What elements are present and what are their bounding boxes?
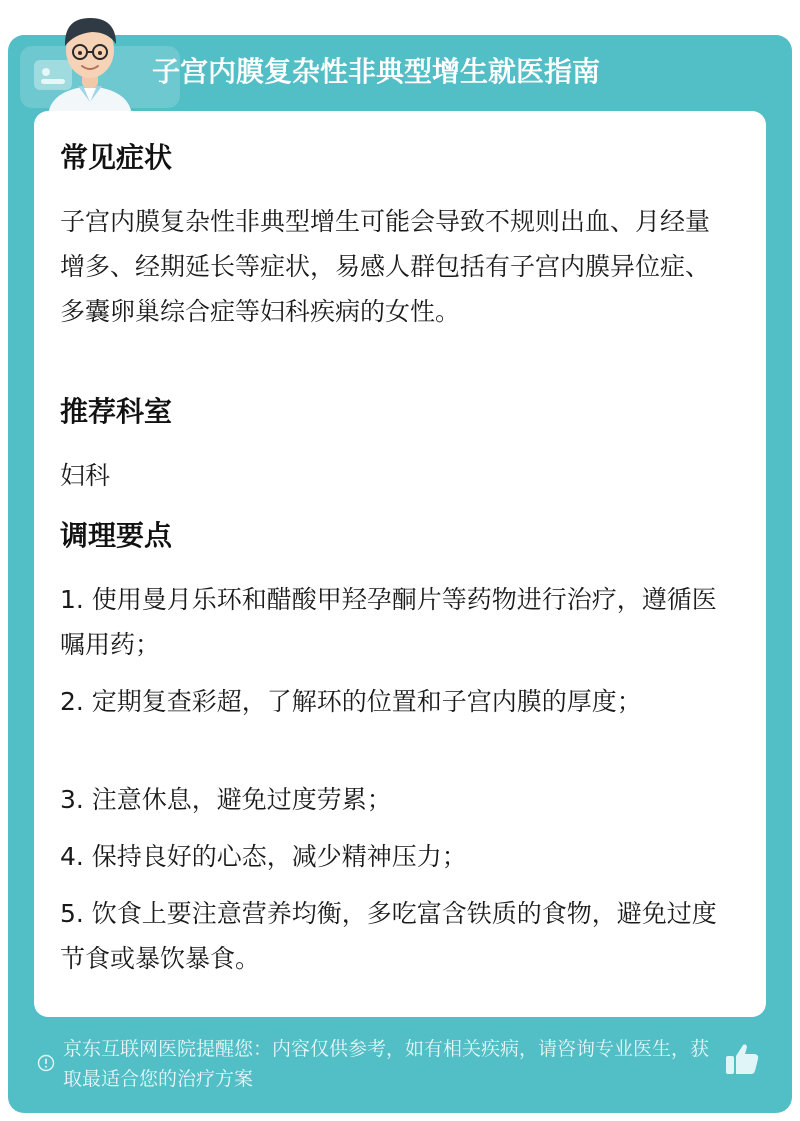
care-item-3: 3. 注意休息，避免过度劳累； <box>60 785 392 814</box>
care-item-5: 5. 饮食上要注意营养均衡，多吃富含铁质的食物，避免过度节食或暴饮暴食。 <box>60 899 717 973</box>
care-item-1: 1. 使用曼月乐环和醋酸甲羟孕酮片等药物进行治疗，遵循医嘱用药； <box>60 585 717 659</box>
info-circle-icon <box>37 1054 55 1072</box>
department-heading: 推荐科室 <box>60 395 173 428</box>
page-title: 子宫内膜复杂性非典型增生就医指南 <box>152 55 601 88</box>
care-item-4: 4. 保持良好的心态，减少精神压力； <box>60 842 467 871</box>
department-text: 妇科 <box>60 461 111 490</box>
care-heading: 调理要点 <box>60 519 173 552</box>
care-item-2: 2. 定期复查彩超，了解环的位置和子宫内膜的厚度； <box>60 687 642 716</box>
footer-notice: 京东互联网医院提醒您：内容仅供参考，如有相关疾病，请咨询专业医生，获取最适合您的治疗方案 <box>63 1038 710 1090</box>
content-card <box>34 111 766 1017</box>
thumbs-up-icon[interactable] <box>724 1042 760 1076</box>
symptoms-heading: 常见症状 <box>60 141 173 174</box>
doctor-avatar-icon <box>40 6 140 116</box>
symptoms-text: 子宫内膜复杂性非典型增生可能会导致不规则出血、月经量增多、经期延长等症状，易感人群包括有子宫内膜异位症、多囊卵巢综合症等妇科疾病的女性。 <box>60 207 711 326</box>
